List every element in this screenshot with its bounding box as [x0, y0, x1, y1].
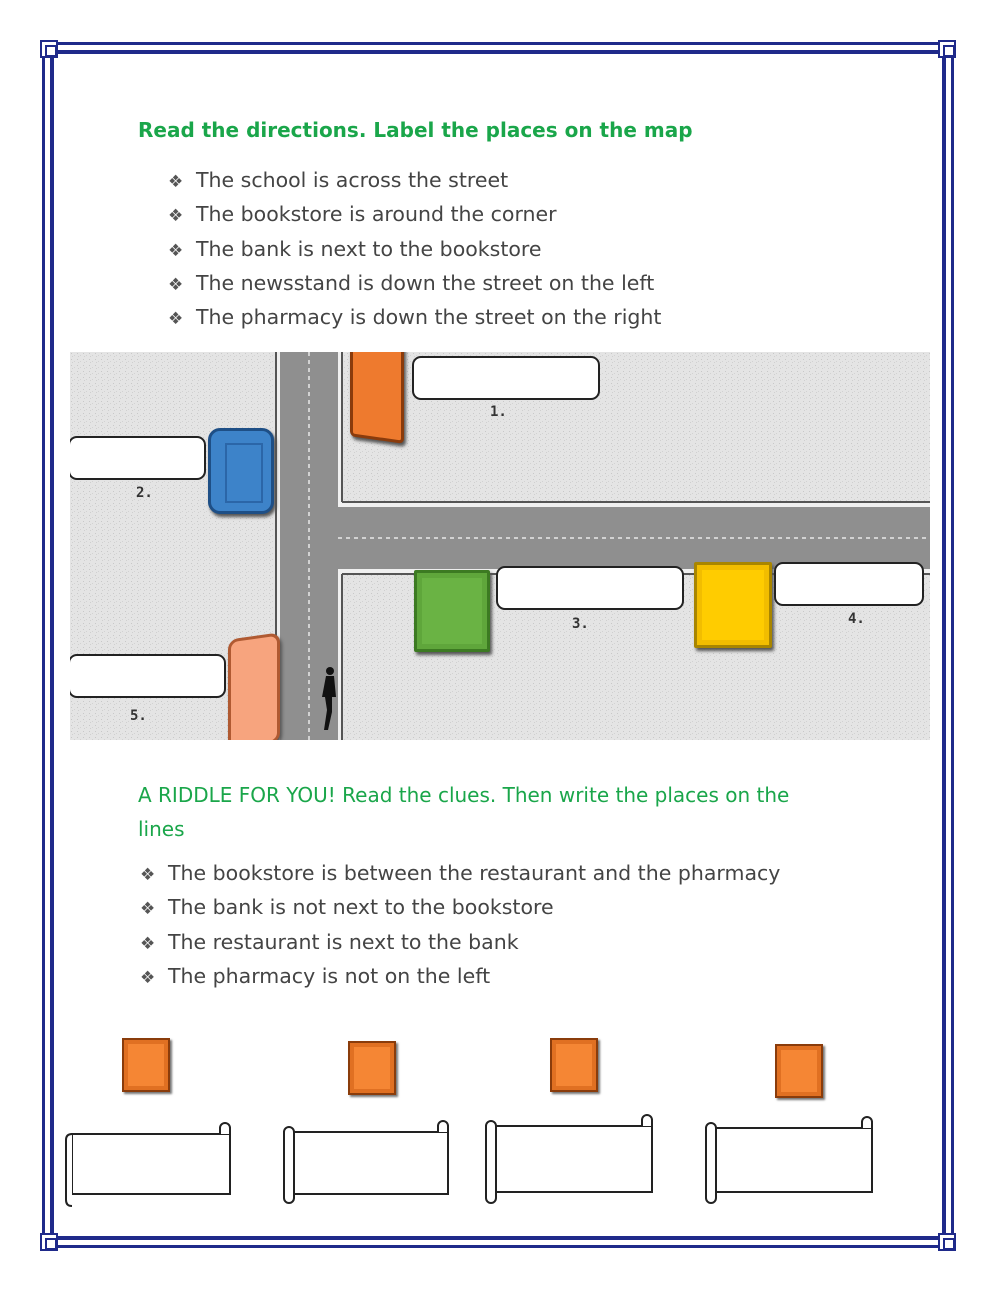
label-input-5[interactable] — [70, 654, 226, 698]
label-input-2[interactable] — [70, 436, 206, 480]
direction-text: The newsstand is down the street on the left — [196, 270, 655, 295]
direction-text: The bank is next to the bookstore — [196, 236, 542, 261]
diamond-bullet-icon: ❖ — [168, 274, 184, 295]
label-number-1: 1. — [490, 404, 507, 420]
direction-text: The school is across the street — [196, 168, 509, 192]
diamond-bullet-icon: ❖ — [168, 240, 184, 261]
directions-list — [168, 163, 661, 334]
clue-text: The restaurant is next to the bank — [168, 929, 519, 954]
answer-scroll-4[interactable] — [704, 1112, 880, 1208]
list-item — [168, 197, 661, 231]
diamond-bullet-icon: ❖ — [140, 967, 156, 988]
list-item — [140, 890, 780, 924]
label-input-1[interactable] — [412, 356, 600, 400]
diamond-bullet-icon: ❖ — [140, 899, 156, 920]
direction-text: The pharmacy is down the street on the right — [196, 305, 662, 330]
riddle-heading-line-2: lines — [138, 817, 185, 841]
corner-ornament-bottom-left — [40, 1233, 58, 1251]
building-4 — [694, 562, 772, 648]
diamond-bullet-icon: ❖ — [168, 206, 184, 227]
directions-heading: Read the directions. Label the places on the map — [138, 118, 693, 142]
list-item — [168, 300, 661, 334]
label-number-2: 2. — [136, 485, 153, 501]
building-2-window — [225, 443, 263, 503]
diamond-bullet-icon: ❖ — [168, 309, 184, 330]
list-item — [140, 925, 780, 959]
building-5 — [228, 632, 280, 740]
label-number-5: 5. — [130, 708, 147, 724]
direction-text: The bookstore is around the corner — [196, 202, 557, 227]
corner-ornament-bottom-right — [938, 1233, 956, 1251]
place-square-2 — [348, 1041, 396, 1095]
place-square-4 — [775, 1044, 823, 1098]
list-item — [168, 232, 661, 266]
diamond-bullet-icon: ❖ — [140, 933, 156, 954]
list-item — [140, 959, 780, 993]
answer-scroll-2[interactable] — [282, 1116, 458, 1210]
building-3 — [414, 570, 490, 652]
riddle-heading-line-1: A RIDDLE FOR YOU! Read the clues. Then write the places on the — [138, 783, 790, 807]
place-square-3 — [550, 1038, 598, 1092]
riddle-heading — [138, 778, 789, 846]
clue-text: The bookstore is between the restaurant and the pharmacy — [168, 861, 781, 885]
diamond-bullet-icon: ❖ — [168, 172, 184, 192]
list-item — [168, 266, 661, 300]
clue-text: The bank is not next to the bookstore — [168, 895, 554, 920]
clue-text: The pharmacy is not on the left — [168, 963, 491, 988]
building-2 — [208, 428, 274, 514]
list-item — [168, 163, 661, 197]
label-number-4: 4. — [848, 611, 865, 627]
building-1 — [350, 352, 404, 444]
label-input-3[interactable] — [496, 566, 684, 610]
label-input-4[interactable] — [774, 562, 924, 606]
place-square-1 — [122, 1038, 170, 1092]
corner-ornament-top-left — [40, 40, 58, 58]
list-item — [140, 856, 780, 890]
label-number-3: 3. — [572, 616, 589, 632]
corner-ornament-top-right — [938, 40, 956, 58]
street-map — [70, 352, 930, 740]
clues-list — [140, 856, 780, 993]
answer-scroll-3[interactable] — [484, 1110, 660, 1208]
answer-scroll-1[interactable] — [64, 1120, 240, 1214]
diamond-bullet-icon: ❖ — [140, 865, 156, 885]
